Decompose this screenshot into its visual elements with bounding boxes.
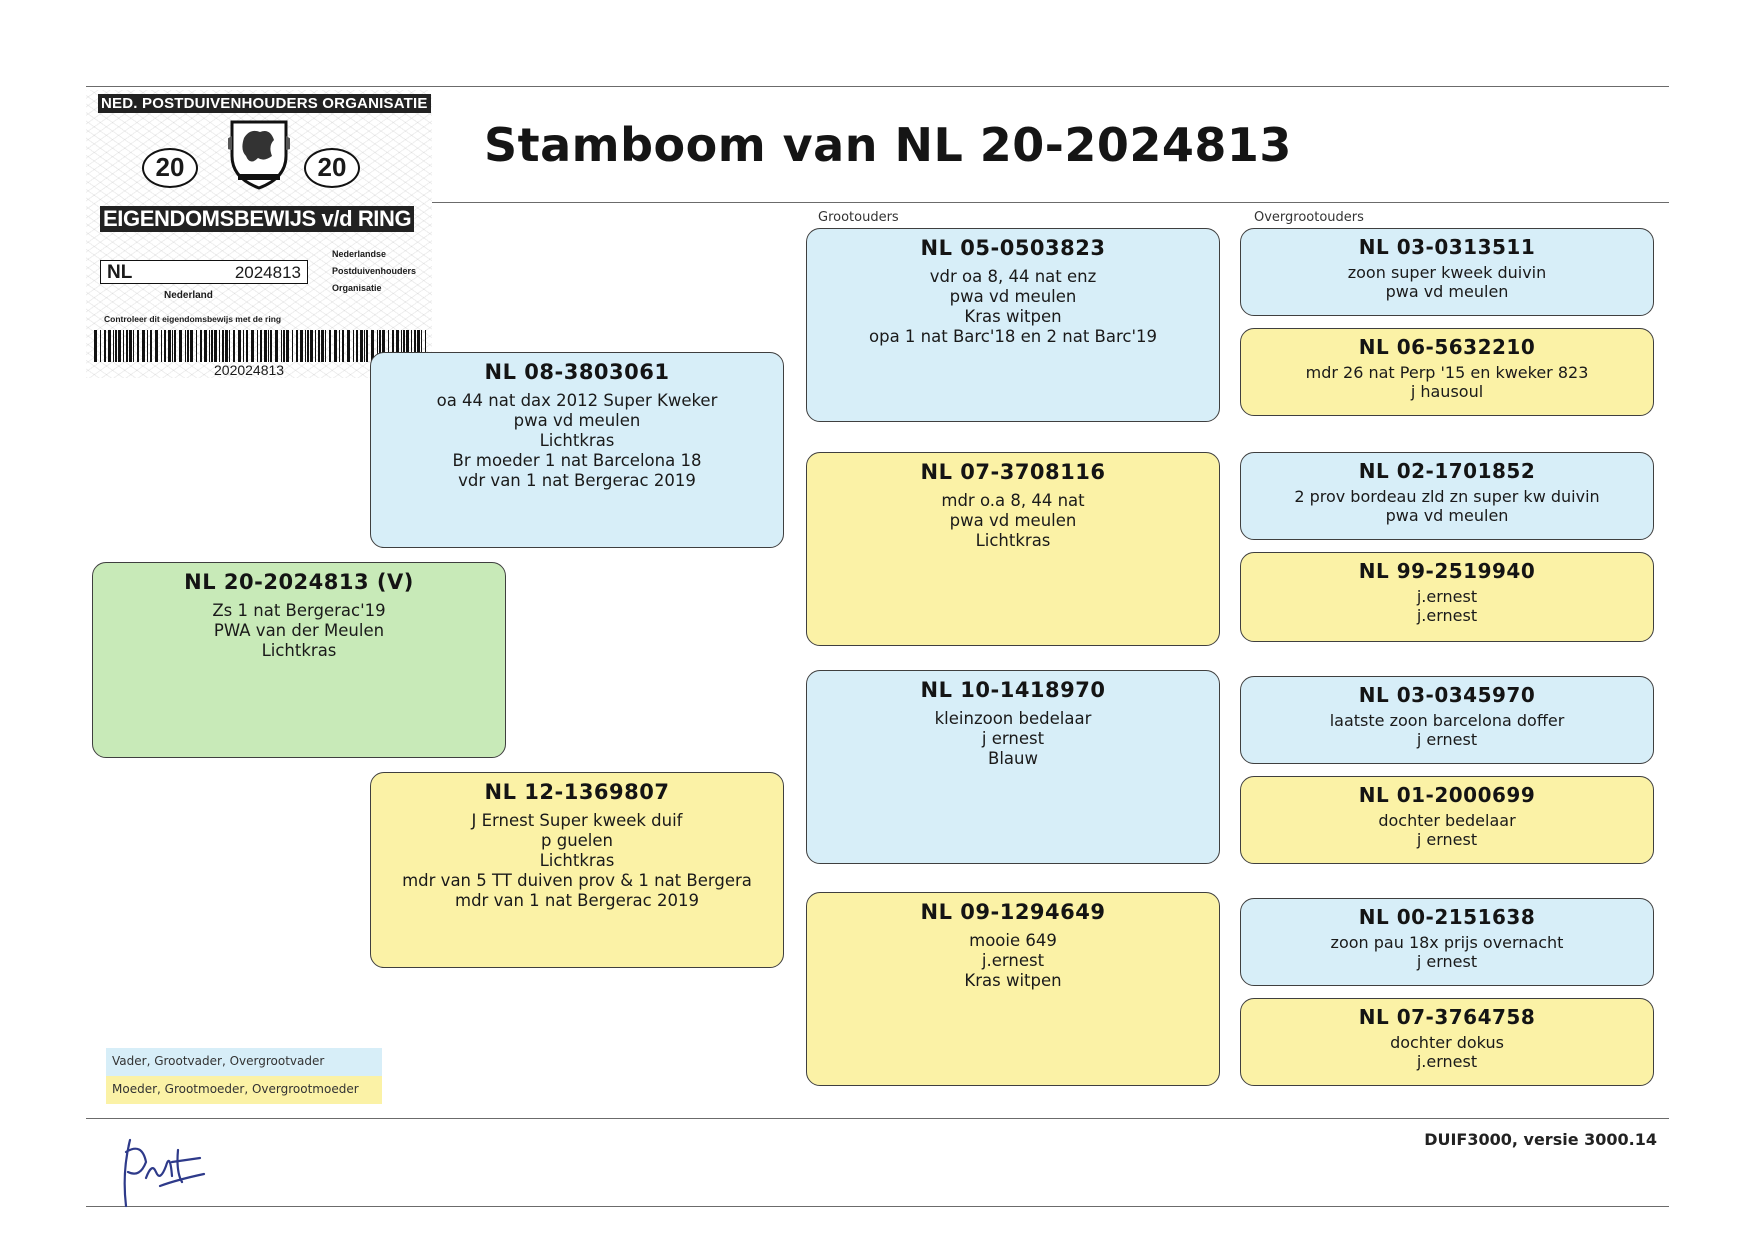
top-rule xyxy=(86,86,1669,87)
ring-number: NL 02-1701852 xyxy=(1358,459,1536,483)
card-line: j.ernest xyxy=(1416,1052,1478,1072)
card-line: j ernest xyxy=(1416,830,1478,850)
header-rule xyxy=(432,202,1669,203)
ring-number: NL 12-1369807 xyxy=(484,780,670,804)
pedigree-card-great-grandparent xyxy=(1240,898,1654,986)
bottom-rule xyxy=(86,1206,1669,1207)
card-line: 2 prov bordeau zld zn super kw duivin xyxy=(1294,487,1600,506)
card-line: vdr van 1 nat Bergerac 2019 xyxy=(458,471,696,491)
pedigree-card-great-grandparent xyxy=(1240,998,1654,1086)
card-line: mdr 26 nat Perp '15 en kweker 823 xyxy=(1305,363,1589,382)
card-line: j ernest xyxy=(981,729,1045,749)
certificate-ring-number: 2024813 xyxy=(234,263,301,282)
signature-icon xyxy=(116,1132,216,1212)
card-line: vdr oa 8, 44 nat enz xyxy=(929,267,1097,287)
card-line: Lichtkras xyxy=(975,531,1051,551)
card-line: Br moeder 1 nat Barcelona 18 xyxy=(452,451,702,471)
pedigree-card-great-grandparent xyxy=(1240,676,1654,764)
pedigree-card-mother xyxy=(370,772,784,968)
card-line: Lichtkras xyxy=(261,641,337,661)
card-line: pwa vd meulen xyxy=(1385,282,1509,302)
ring-number: NL 20-2024813 (V) xyxy=(184,570,414,594)
card-line: Kras witpen xyxy=(964,971,1062,991)
certificate-check-text: Controleer dit eigendomsbewijs met de ring xyxy=(104,314,282,324)
pedigree-card-great-grandparent xyxy=(1240,452,1654,540)
certificate-country: Nederland xyxy=(164,290,213,301)
ring-number: NL 07-3764758 xyxy=(1358,1005,1536,1029)
pedigree-card-great-grandparent xyxy=(1240,228,1654,316)
card-line: pwa vd meulen xyxy=(513,411,641,431)
ring-number: NL 09-1294649 xyxy=(920,900,1106,924)
card-line: pwa vd meulen xyxy=(949,287,1077,307)
card-line: p guelen xyxy=(541,831,613,851)
card-line: opa 1 nat Barc'18 en 2 nat Barc'19 xyxy=(869,327,1157,347)
card-line: J Ernest Super kweek duif xyxy=(471,811,683,831)
pedigree-card-great-grandparent xyxy=(1240,776,1654,864)
card-line: zoon pau 18x prijs overnacht xyxy=(1330,933,1564,952)
certificate-org: NED. POSTDUIVENHOUDERS ORGANISATIE xyxy=(98,94,431,113)
certificate-title: EIGENDOMSBEWIJS v/d RING xyxy=(100,206,414,232)
npo-line-3: Organisatie xyxy=(332,283,382,293)
ring-number: NL 07-3708116 xyxy=(920,460,1106,484)
ring-number: NL 05-0503823 xyxy=(920,236,1106,260)
ring-number: NL 99-2519940 xyxy=(1358,559,1536,583)
card-line: mdr van 1 nat Bergerac 2019 xyxy=(455,891,699,911)
card-line: dochter bedelaar xyxy=(1378,811,1516,830)
card-line: Lichtkras xyxy=(539,431,615,451)
great-grandparents-label: Overgrootouders xyxy=(1254,210,1364,225)
card-line: j.ernest xyxy=(981,951,1045,971)
certificate-year-right: 20 xyxy=(304,148,360,188)
certificate-ring-box xyxy=(100,260,308,284)
card-line: j.ernest xyxy=(1416,606,1478,626)
card-line: mooie 649 xyxy=(969,931,1057,951)
ring-number: NL 00-2151638 xyxy=(1358,905,1536,929)
card-line: pwa vd meulen xyxy=(1385,506,1509,526)
card-line: laatste zoon barcelona doffer xyxy=(1329,711,1565,730)
ring-number: NL 10-1418970 xyxy=(920,678,1106,702)
card-line: Kras witpen xyxy=(964,307,1062,327)
certificate-country-code: NL xyxy=(107,262,133,283)
card-line: PWA van der Meulen xyxy=(213,621,385,641)
npo-line-2: Postduivenhouders xyxy=(332,266,417,276)
grandparents-label: Grootouders xyxy=(818,210,899,225)
ownership-certificate xyxy=(86,90,432,378)
card-line: oa 44 nat dax 2012 Super Kweker xyxy=(436,391,718,411)
card-line: kleinzoon bedelaar xyxy=(934,709,1092,729)
card-line: j ernest xyxy=(1416,952,1478,972)
card-line: Lichtkras xyxy=(539,851,615,871)
ring-number: NL 03-0345970 xyxy=(1358,683,1536,707)
card-line: j hausoul xyxy=(1410,382,1484,402)
legend-father: Vader, Grootvader, Overgrootvader xyxy=(106,1048,382,1076)
card-line: zoon super kweek duivin xyxy=(1347,263,1547,282)
certificate-year-left: 20 xyxy=(142,148,198,188)
pedigree-card-grandfather-paternal xyxy=(806,228,1220,422)
pedigree-card-grandmother-paternal xyxy=(806,452,1220,646)
card-line: pwa vd meulen xyxy=(949,511,1077,531)
card-line: Zs 1 nat Bergerac'19 xyxy=(212,601,386,621)
certificate-barcode-number: 202024813 xyxy=(214,362,285,378)
lion-crest-icon xyxy=(228,116,290,190)
footer-rule xyxy=(86,1118,1669,1119)
pedigree-card-great-grandparent xyxy=(1240,328,1654,416)
card-line: j ernest xyxy=(1416,730,1478,750)
pedigree-card-subject xyxy=(92,562,506,758)
ring-number: NL 06-5632210 xyxy=(1358,335,1536,359)
ring-number: NL 08-3803061 xyxy=(484,360,670,384)
pedigree-card-grandfather-maternal xyxy=(806,670,1220,864)
card-line: dochter dokus xyxy=(1390,1033,1504,1052)
npo-line-1: Nederlandse xyxy=(332,249,387,259)
pedigree-card-father xyxy=(370,352,784,548)
ring-number: NL 01-2000699 xyxy=(1358,783,1536,807)
pedigree-card-great-grandparent xyxy=(1240,552,1654,642)
software-version: DUIF3000, versie 3000.14 xyxy=(1424,1130,1657,1149)
legend-mother: Moeder, Grootmoeder, Overgrootmoeder xyxy=(106,1076,382,1104)
card-line: Blauw xyxy=(988,749,1038,769)
card-line: mdr o.a 8, 44 nat xyxy=(941,491,1085,511)
ring-number: NL 03-0313511 xyxy=(1358,235,1536,259)
card-line: mdr van 5 TT duiven prov & 1 nat Bergera xyxy=(402,871,752,891)
page-title: Stamboom van NL 20-2024813 xyxy=(484,118,1292,172)
pedigree-card-grandmother-maternal xyxy=(806,892,1220,1086)
card-line: j.ernest xyxy=(1416,587,1478,606)
certificate-npo-logo xyxy=(332,246,416,297)
